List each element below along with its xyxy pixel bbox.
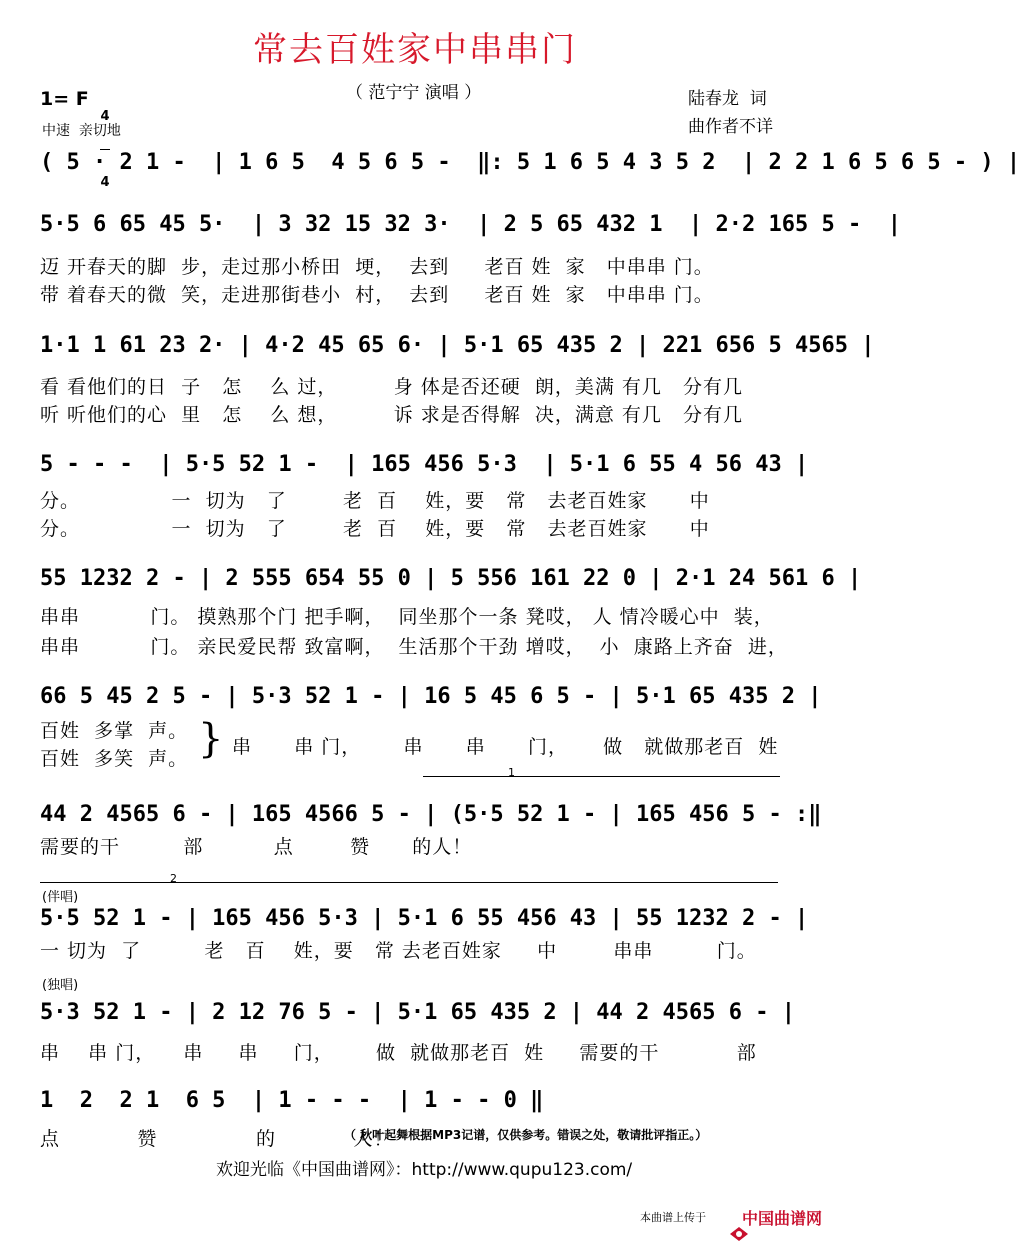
lyric-row-9: 串 串 门， 串 串 门， 做 就做那老百 姓 需要的干 部: [40, 1042, 757, 1064]
time-signature: [100, 84, 110, 202]
lyric-row-6-shared: 串 串 门， 串 串 门， 做 就做那老百 姓: [232, 736, 779, 758]
time-sig-top: 4: [100, 109, 110, 124]
volta-2-label: 2: [170, 872, 177, 885]
site-logo-text: 中国曲谱网: [742, 1211, 823, 1228]
notation-row-4: 5 - - - | 5·5 52 1 - | 165 456 5·3 | 5·1 6 55 4 56 43 |: [40, 452, 809, 477]
lyric-row-5-verse-2: 串串 门。 亲民爱民帮 致富啊， 生活那个干劲 增哎， 小 康路上齐奋 进，: [40, 636, 788, 658]
lyric-row-5-verse-1: 串串 门。 摸熟那个门 把手啊， 同坐那个一条 凳哎， 人 情冷暖心中 装，: [40, 606, 774, 628]
singer-credit: （ 范宁宁 演唱 ）: [346, 83, 482, 103]
notation-row-8: 5·5 52 1 - | 165 456 5·3 | 5·1 6 55 456 43 | 55 1232 2 - |: [40, 906, 809, 931]
lyric-row-7: 需要的干 部 点 赞 的人！: [40, 836, 473, 858]
key-signature: 1= F: [40, 88, 89, 110]
notation-row-6: 66 5 45 2 5 - | 5·3 52 1 - | 16 5 45 6 5 - | 5·1 65 435 2 |: [40, 684, 822, 709]
notation-row-3: 1·1 1 61 23 2· | 4·2 45 65 6· | 5·1 65 435 2 | 221 656 5 4565 |: [40, 333, 875, 358]
lyric-row-4-verse-1: 分。 一 切为 了 老 百 姓，要 常 去老百姓家 中: [40, 490, 710, 512]
time-sig-bottom: 4: [100, 175, 110, 190]
lyric-row-4-verse-2: 分。 一 切为 了 老 百 姓，要 常 去老百姓家 中: [40, 518, 710, 540]
notation-row-7: 44 2 4565 6 - | 165 4566 5 - | (5·5 52 1 - | 165 456 5 - :‖: [40, 802, 822, 827]
upload-note: 本曲谱上传于: [640, 1211, 706, 1224]
lyric-row-3-verse-1: 看 看他们的日 子 怎 么 过， 身 体是否还硬 朗，美满 有几 分有几: [40, 376, 744, 398]
transcription-note: （ 秋叶起舞根据MP3记谱，仅供参考。错误之处，敬请批评指正。）: [344, 1128, 708, 1142]
notation-row-9: 5·3 52 1 - | 2 12 76 5 - | 5·1 65 435 2 | 44 2 4565 6 - |: [40, 1000, 795, 1025]
volta-1-label: 1: [508, 766, 515, 779]
accompaniment-label: (伴唱): [42, 890, 79, 905]
lyric-row-3-verse-2: 听 听他们的心 里 怎 么 想， 诉 求是否得解 决，满意 有几 分有几: [40, 404, 744, 426]
verse-brace: }: [198, 716, 224, 762]
lyric-row-10: 点 赞 的 人！: [40, 1128, 394, 1150]
tempo-marking: 中速 亲切地: [42, 123, 121, 139]
lyric-row-8: 一 切为 了 老 百 姓，要 常 去老百姓家 中 串串 门。: [40, 940, 757, 962]
volta-1-bracket: [423, 776, 780, 777]
notation-row-1: ( 5 · 2 1 - | 1 6 5 4 5 6 5 - ‖: 5 1 6 5 4 3 5 2 | 2 2 1 6 5 6 5 - ) |: [40, 150, 1020, 175]
notation-row-5: 55 1232 2 - | 2 555 654 55 0 | 5 556 161 22 0 | 2·1 24 561 6 |: [40, 566, 862, 591]
notation-row-2: 5·5 6 65 45 5· | 3 32 15 32 3· | 2 5 65 432 1 | 2·2 165 5 - |: [40, 212, 901, 237]
lyric-row-2-verse-2: 带 着春天的微 笑，走进那街巷小 村， 去到 老百 姓 家 中串串 门。: [40, 284, 714, 306]
lyric-row-6-verse-1: 百姓 多掌 声。: [40, 720, 189, 742]
notation-row-10: 1 2 2 1 6 5 | 1 - - - | 1 - - 0 ‖: [40, 1088, 544, 1113]
lyric-row-6-verse-2: 百姓 多笑 声。: [40, 748, 189, 770]
solo-label: (独唱): [42, 978, 79, 993]
composer-credit: 曲作者不详: [688, 117, 773, 137]
volta-2-bracket: [40, 882, 778, 883]
song-title: 常去百姓家中串串门: [253, 30, 577, 70]
lyricist-credit: 陆春龙 词: [688, 89, 767, 109]
lyric-row-2-verse-1: 迈 开春天的脚 步，走过那小桥田 埂， 去到 老百 姓 家 中串串 门。: [40, 256, 714, 278]
footer-website-link[interactable]: 欢迎光临《中国曲谱网》：http://www.qupu123.com/: [216, 1160, 633, 1180]
